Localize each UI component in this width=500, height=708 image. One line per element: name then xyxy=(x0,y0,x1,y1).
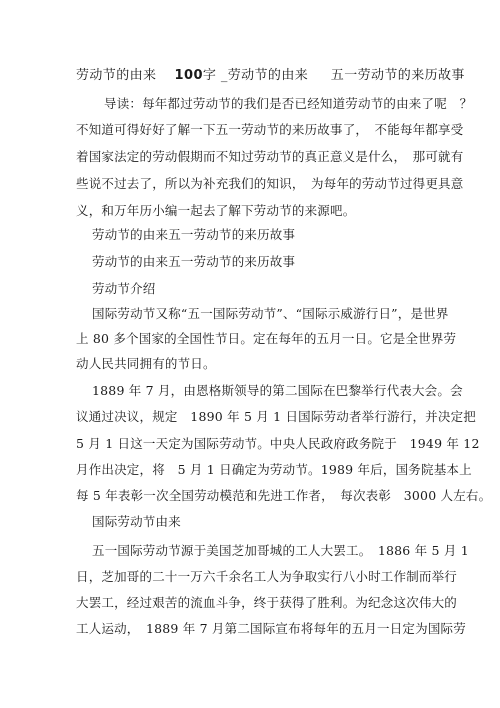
paragraph-line: 工人运动， 1889 年 7 月第二国际宣布将每年的五月一日定为国际劳 xyxy=(76,621,466,636)
paragraph-line: 大罢工，经过艰苦的流血斗争，终于获得了胜利。为纪念这次伟大的 xyxy=(76,595,458,610)
title-part-1: 劳动节的由来 xyxy=(76,68,157,83)
title-part-2: 100 xyxy=(174,68,203,83)
paragraph-line: 1889 年 7 月，由恩格斯领导的第二国际在巴黎举行代表大会。会 xyxy=(92,383,463,398)
paragraph-line: 每 5 年表彰一次全国劳动模范和先进工作者， 每次表彰 3000 人左右。 xyxy=(76,488,492,503)
paragraph-line: 议通过决议，规定 1890 年 5 月 1 日国际劳动者举行游行，并决定把 xyxy=(76,409,476,424)
paragraph-line: 不知道可得好好了解一下五一劳动节的来历故事了， 不能每年都享受 xyxy=(76,122,464,137)
paragraph-line: 五一国际劳动节源于美国芝加哥城的工人大罢工。 1886 年 5 月 1 xyxy=(92,543,469,558)
title-part-3: 字 _劳动节的由来 xyxy=(202,68,309,83)
paragraph-line: 义，和万年历小编一起去了解下劳动节的来源吧。 xyxy=(76,203,356,218)
paragraph-line: 国际劳动节又称“五一国际劳动节”、“国际示威游行日”，是世界 xyxy=(92,306,449,321)
paragraph-line: 些说不过去了，所以为补充我们的知识， 为每年的劳动节过得更具意 xyxy=(76,176,464,191)
paragraph-line: 导读：每年都过劳动节的我们是否已经知道劳动节的由来了呢 ？ xyxy=(104,96,473,111)
section-heading: 劳动节的由来五一劳动节的来历故事 xyxy=(92,254,296,269)
section-heading: 劳动节的由来五一劳动节的来历故事 xyxy=(92,227,296,242)
paragraph-line: 上 80 多个国家的全国性节日。定在每年的五月一日。它是全世界劳 xyxy=(76,331,457,346)
section-heading: 劳动节介绍 xyxy=(92,281,156,296)
paragraph-line: 日，芝加哥的二十一万六千余名工人为争取实行八小时工作制而举行 xyxy=(76,569,458,584)
paragraph-line: 月作出决定，将 5 月 1 日确定为劳动节。1989 年后，国务院基本上 xyxy=(76,462,472,477)
paragraph-line: 着国家法定的劳动假期而不知过劳动节的真正意义是什么， 那可就有 xyxy=(76,149,464,164)
title-part-4: 五一劳动节的来历故事 xyxy=(330,68,465,83)
paragraph-line: 5 月 1 日这一天定为国际劳动节。中央人民政府政务院于 1949 年 12 xyxy=(76,436,480,451)
section-heading: 国际劳动节由来 xyxy=(92,514,181,529)
paragraph-line: 动人民共同拥有的节日。 xyxy=(76,356,216,371)
document-title xyxy=(76,68,465,84)
